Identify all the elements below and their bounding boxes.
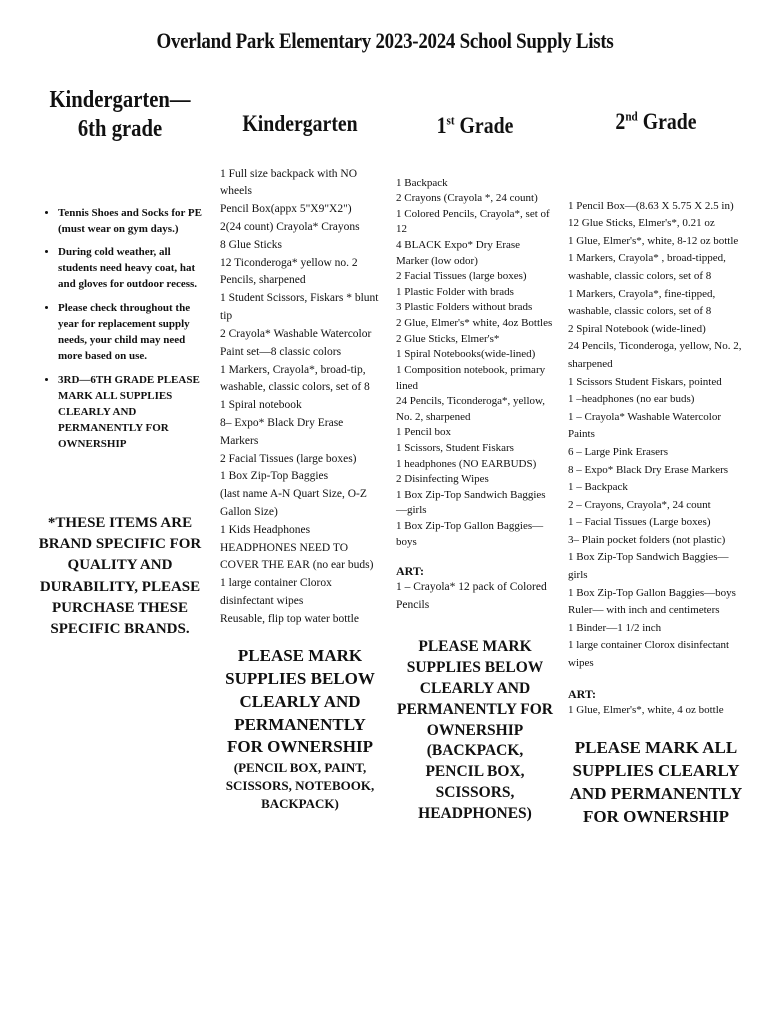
art-heading: ART: bbox=[568, 686, 597, 701]
brand-specific-note: *THESE ITEMS ARE BRAND SPECIFIC FOR QUALITY AND DURABILITY, PLEASE PURCHASE THESE SPECIFIC BRANDS. bbox=[38, 514, 202, 638]
heading-number: 1 bbox=[436, 113, 447, 138]
supply-item: 8 Glue Sticks bbox=[220, 238, 282, 251]
mark-supplies-items: (PENCIL BOX, PAINT, SCISSORS, NOTEBOOK, BACKPACK) bbox=[225, 760, 375, 811]
art-heading: ART: bbox=[396, 564, 425, 579]
supply-item: 1 Pencil Box—(8.63 X 5.75 X 2.5 in) bbox=[568, 199, 734, 212]
supply-item: 1 Pencil box bbox=[396, 426, 451, 439]
supply-item: 1 headphones (NO EARBUDS) bbox=[396, 457, 537, 470]
supply-item: 1 – Crayola* 12 pack of Colored Pencils bbox=[396, 581, 547, 612]
supply-item: 3 Plastic Folders without brads bbox=[396, 301, 533, 314]
supply-item: Pencil Box(appx 5"X9"X2") bbox=[220, 203, 352, 216]
supply-item: 1 Markers, Crayola*, broad-tip, washable, classic colors, set of 8 bbox=[220, 363, 370, 394]
supply-item: 24 Pencils, Ticonderoga, yellow, No. 2, sharpened bbox=[568, 340, 742, 370]
supply-item: 2 Glue, Elmer's* white, 4oz Bottles bbox=[396, 317, 553, 330]
column-kindergarten bbox=[220, 110, 380, 812]
supply-list bbox=[568, 198, 744, 673]
column-heading bbox=[580, 108, 731, 136]
supply-item: 1 Student Scissors, Fiskars * blunt tip bbox=[220, 292, 379, 323]
supply-item: 2 Spiral Notebook (wide-lined) bbox=[568, 322, 706, 335]
mark-supplies-note bbox=[220, 645, 380, 812]
supply-item: 1 Glue, Elmer's*, white, 8-12 oz bottle bbox=[568, 234, 739, 247]
supply-item: 2 Crayola* Washable Watercolor Paint set—8 classic colors bbox=[220, 327, 372, 358]
supply-item: 12 Ticonderoga* yellow no. 2 Pencils, sharpened bbox=[220, 256, 358, 287]
art-supply-list bbox=[568, 702, 744, 720]
supply-item: 4 BLACK Expo* Dry Erase Marker (low odor) bbox=[396, 239, 521, 267]
column-heading: Kindergarten bbox=[242, 111, 358, 136]
column-k-6 bbox=[36, 86, 204, 641]
heading-word: Grade bbox=[637, 109, 697, 134]
supply-item: 2 Facial Tissues (large boxes) bbox=[396, 270, 527, 283]
supply-item: 3– Plain pocket folders (not plastic) bbox=[568, 533, 726, 546]
supply-item: 1 Backpack bbox=[396, 176, 448, 189]
supply-list bbox=[220, 166, 380, 629]
supply-item: 1 large container Clorox disinfectant wipes bbox=[568, 639, 730, 670]
supply-item: 2 – Crayons, Crayola*, 24 count bbox=[568, 498, 711, 511]
supply-item: 1 Kids Headphones HEADPHONES NEED TO COVER THE EAR (no ear buds) bbox=[220, 523, 374, 572]
supply-item: 1 Full size backpack with NO wheels bbox=[220, 167, 358, 198]
supply-item: 1 – Facial Tissues (Large boxes) bbox=[568, 516, 711, 529]
column-second-grade bbox=[568, 108, 744, 829]
page-title: Overland Park Elementary 2023-2024 School Supply Lists bbox=[156, 28, 614, 53]
supply-item: 8– Expo* Black Dry Erase Markers bbox=[220, 416, 344, 447]
supply-item: 1 Box Zip-Top Baggies bbox=[220, 470, 329, 483]
heading-number: 2 bbox=[615, 109, 626, 134]
supply-item: 1 large container Clorox disinfectant wipes bbox=[220, 577, 332, 608]
supply-item: 1 Box Zip-Top Gallon Baggies—boys bbox=[568, 586, 736, 599]
supply-item: 1 Colored Pencils, Crayola*, set of 12 bbox=[396, 207, 550, 236]
general-notes-list bbox=[36, 206, 204, 453]
heading-word: Grade bbox=[454, 113, 514, 138]
supply-list bbox=[396, 176, 554, 551]
supply-item: 12 Glue Sticks, Elmer's*, 0.21 oz bbox=[568, 217, 715, 230]
column-first-grade bbox=[396, 112, 554, 825]
supply-item: 2(24 count) Crayola* Crayons bbox=[220, 221, 360, 234]
supply-item: 1 Plastic Folder with brads bbox=[396, 285, 514, 298]
supply-item: 1 Spiral Notebooks(wide-lined) bbox=[396, 348, 536, 361]
note-item: • During cold weather, all students need heavy coat, hat and gloves for outdoor recess. bbox=[58, 245, 204, 293]
supply-item: 1 – Crayola* Washable Watercolor Paints bbox=[568, 410, 721, 441]
supply-item: 1 Markers, Crayola* , broad-tipped, washable, classic colors, set of 8 bbox=[568, 252, 726, 282]
supply-item: 2 Disinfecting Wipes bbox=[396, 473, 489, 486]
supply-item: 1 Markers, Crayola*, fine-tipped, washable, classic colors, set of 8 bbox=[568, 287, 716, 318]
mark-supplies-text: PLEASE MARK SUPPLIES BELOW CLEARLY AND PERMANENTLY FOR OWNERSHIP bbox=[225, 645, 375, 757]
supply-item: 1 – Backpack bbox=[568, 481, 628, 494]
mark-supplies-note: PLEASE MARK ALL SUPPLIES CLEARLY AND PERMANENTLY FOR OWNERSHIP bbox=[569, 738, 743, 827]
column-heading: Kindergarten—6th grade bbox=[49, 87, 191, 142]
note-item: • Tennis Shoes and Socks for PE (must wear on gym days.) bbox=[58, 206, 204, 238]
supply-item: 1 Binder—1 1/2 inch bbox=[568, 621, 662, 634]
supply-item: 2 Facial Tissues (large boxes) bbox=[220, 452, 357, 465]
note-item: • Please check throughout the year for replacement supply needs, your child may need more based on use. bbox=[58, 301, 204, 365]
supply-item: 1 Box Zip-Top Sandwich Baggies—girls bbox=[568, 551, 729, 582]
supply-item: 1 Glue, Elmer's*, white, 4 oz bottle bbox=[568, 703, 724, 716]
supply-item: 2 Crayons (Crayola *, 24 count) bbox=[396, 192, 538, 205]
supply-item: 1 –headphones (no ear buds) bbox=[568, 393, 695, 406]
supply-item: 2 Glue Sticks, Elmer's* bbox=[396, 332, 500, 345]
supply-item: 1 Scissors, Student Fiskars bbox=[396, 441, 514, 454]
supply-item: 1 Box Zip-Top Sandwich Baggies—girls bbox=[396, 488, 546, 517]
supply-item: 1 Box Zip-Top Gallon Baggies—boys bbox=[396, 520, 544, 548]
heading-suffix: st bbox=[446, 112, 455, 128]
note-item: • 3RD—6TH GRADE PLEASE MARK ALL SUPPLIES CLEARLY AND PERMANENTLY FOR OWNERSHIP bbox=[58, 373, 204, 453]
mark-supplies-note: PLEASE MARK SUPPLIES BELOW CLEARLY AND PERMANENTLY FOR OWNERSHIP (BACKPACK, PENCIL BOX, SCISSORS, HEADPHONES) bbox=[396, 637, 553, 823]
supply-item: 6 – Large Pink Erasers bbox=[568, 445, 668, 458]
supply-item: 1 Composition notebook, primary lined bbox=[396, 363, 546, 392]
supply-item: 8 – Expo* Black Dry Erase Markers bbox=[568, 463, 729, 476]
art-supply-list bbox=[396, 579, 554, 615]
supply-item: Reusable, flip top water bottle bbox=[220, 612, 359, 625]
supply-item: (last name A-N Quart Size, O-Z Gallon Size) bbox=[220, 488, 367, 519]
supply-item: Ruler— with inch and centimeters bbox=[568, 604, 720, 617]
column-heading bbox=[407, 112, 543, 140]
supply-item: 1 Spiral notebook bbox=[220, 399, 302, 412]
supply-item: 24 Pencils, Ticonderoga*, yellow, No. 2, sharpened bbox=[396, 395, 545, 423]
heading-suffix: nd bbox=[625, 108, 638, 124]
supply-item: 1 Scissors Student Fiskars, pointed bbox=[568, 375, 722, 388]
